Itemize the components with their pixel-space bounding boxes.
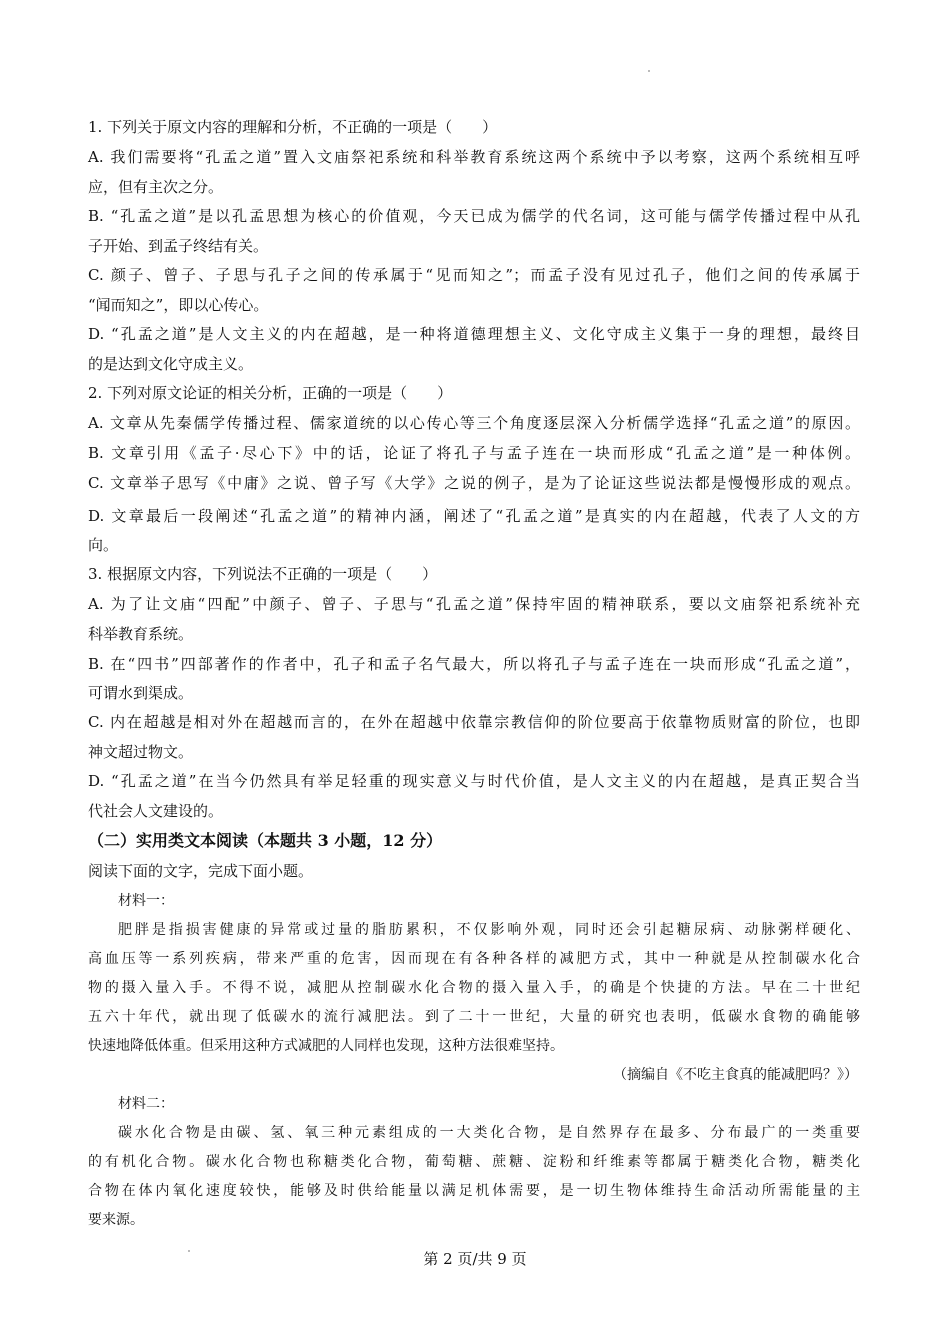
q1-stem: 1. 下列关于原文内容的理解和分析，不正确的一项是（ ） [88, 118, 498, 136]
material-1-source: （摘编自《不吃主食真的能减肥吗？》） [613, 1067, 858, 1083]
q1-option-b-line1: B. “孔孟之道”是以孔孟思想为核心的价值观，今天已成为儒学的代名词，这可能与儒学传播过程中从孔 [88, 207, 860, 225]
q3-option-b-line1: B. 在“四书”四部著作的作者中，孔子和孟子名气最大，所以将孔子与孟子连在一块而形成“孔孟之道”， [88, 655, 860, 673]
q1-option-c-line1: C. 颜子、曾子、子思与孔子之间的传承属于“见而知之”；而孟子没有见过孔子，他们之间的传承属于 [88, 266, 860, 284]
q1-option-a-line2: 应，但有主次之分。 [88, 178, 224, 196]
material-1-line: 肥胖是指损害健康的异常或过量的脂肪累积，不仅影响外观，同时还会引起糖尿病、动脉粥样硬化、 [118, 922, 860, 938]
material-2-title: 材料二： [118, 1096, 174, 1112]
q3-stem: 3. 根据原文内容，下列说法不正确的一项是（ ） [88, 565, 438, 583]
material-1-line: 五六十年代，就出现了低碳水的流行减肥法。到了二十一世纪，大量的研究也表明，低碳水食物的确能够 [88, 1009, 860, 1025]
material-2-line: 要来源。 [88, 1212, 144, 1228]
q1-option-a-line1: A. 我们需要将“孔孟之道”置入文庙祭祀系统和科举教育系统这两个系统中予以考察，这两个系统相互呼 [88, 148, 860, 166]
material-1-title: 材料一： [118, 893, 174, 909]
material-2-line: 合物在体内氧化速度较快，能够及时供给能量以满足机体需要，是一切生物体维持生命活动所需能量的主 [88, 1183, 860, 1199]
q2-option-a: A. 文章从先秦儒学传播过程、儒家道统的以心传心等三个角度逐层深入分析儒学选择“孔孟之道”的原因。 [88, 414, 860, 432]
q2-option-c: C. 文章举子思写《中庸》之说、曾子写《大学》之说的例子，是为了论证这些说法都是慢慢形成的观点。 [88, 474, 860, 492]
q1-option-b-line2: 子开始、到孟子终结有关。 [88, 237, 269, 255]
section-heading: （二）实用类文本阅读（本题共 3 小题，12 分） [88, 831, 443, 850]
material-2-line: 的有机化合物。碳水化合物也称糖类化合物，葡萄糖、蔗糖、淀粉和纤维素等都属于糖类化合物，糖类化 [88, 1154, 860, 1170]
q1-option-c-line2: “闻而知之”，即以心传心。 [88, 296, 269, 314]
q3-option-d-line1: D. “孔孟之道”在当今仍然具有举足轻重的现实意义与时代价值，是人文主义的内在超越，是真正契合当 [88, 772, 860, 790]
q2-option-d-line1: D. 文章最后一段阐述“孔孟之道”的精神内涵，阐述了“孔孟之道”是真实的内在超越，代表了人文的方 [88, 507, 860, 525]
q1-option-d-line2: 的是达到文化守成主义。 [88, 355, 254, 373]
q1-option-d-line1: D. “孔孟之道”是人文主义的内在超越，是一种将道德理想主义、文化守成主义集于一身的理想，最终目 [88, 325, 860, 343]
page-footer: 第 2 页/共 9 页 [423, 1250, 527, 1268]
q3-option-b-line2: 可谓水到渠成。 [88, 684, 194, 702]
q3-option-c-line2: 神文超过物文。 [88, 743, 194, 761]
q3-option-a-line1: A. 为了让文庙“四配”中颜子、曾子、子思与“孔孟之道”保持牢固的精神联系，要以文庙祭祀系统补充 [88, 595, 860, 613]
q3-option-a-line2: 科举教育系统。 [88, 625, 194, 643]
q2-option-d-line2: 向。 [88, 536, 119, 554]
section-instruction: 阅读下面的文字，完成下面小题。 [88, 862, 314, 880]
q3-option-c-line1: C. 内在超越是相对外在超越而言的，在外在超越中依靠宗教信仰的阶位要高于依靠物质财富的阶位，也即 [88, 713, 860, 731]
material-1-line: 高血压等一系列疾病，带来严重的危害，因而现在有各种各样的减肥方式，其中一种就是从控制碳水化合 [88, 951, 860, 967]
material-1-line: 物的摄入量入手。不得不说，减肥从控制碳水化合物的摄入量入手，的确是个快捷的方法。早在二十世纪 [88, 980, 860, 996]
q2-option-b: B. 文章引用《孟子·尽心下》中的话，论证了将孔子与孟子连在一块而形成“孔孟之道”是一种体例。 [88, 444, 860, 462]
q3-option-d-line2: 代社会人文建设的。 [88, 802, 224, 820]
material-2-line: 碳水化合物是由碳、氢、氧三种元素组成的一大类化合物，是自然界存在最多、分布最广的一类重要 [118, 1125, 860, 1141]
material-1-line: 快速地降低体重。但采用这种方式减肥的人同样也发现，这种方法很难坚持。 [88, 1038, 564, 1054]
scan-dot [648, 70, 650, 72]
q2-stem: 2. 下列对原文论证的相关分析，正确的一项是（ ） [88, 384, 453, 402]
